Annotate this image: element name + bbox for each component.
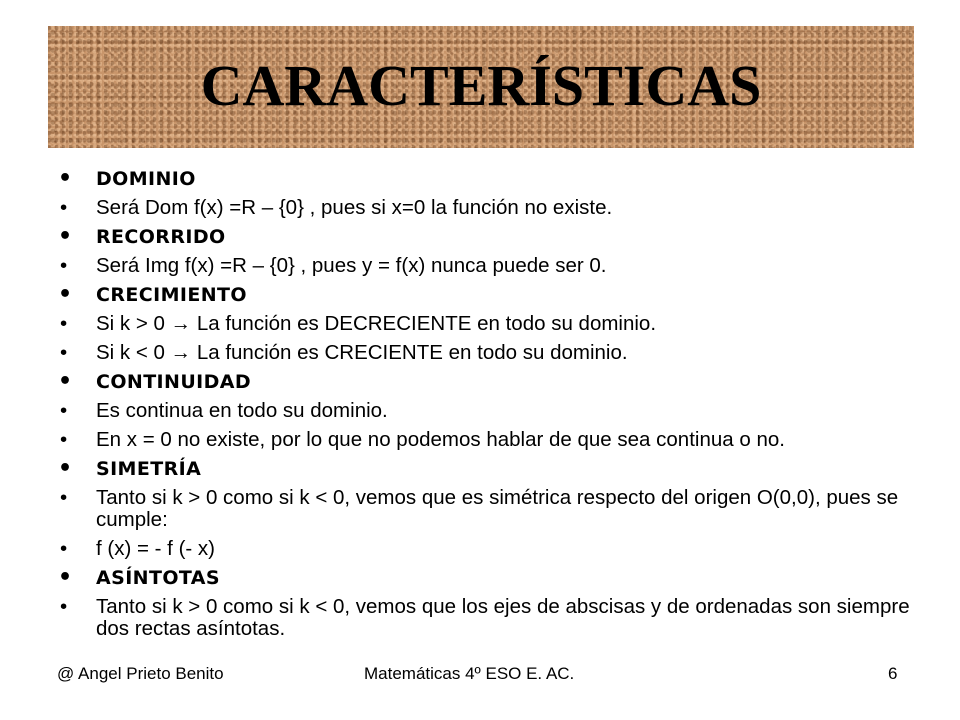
title-banner <box>48 26 914 148</box>
list-item <box>58 255 918 277</box>
section-heading-text: CRECIMIENTO <box>96 284 247 306</box>
list-item-text: Si k < 0 → La función es CRECIENTE en todo su dominio. <box>96 341 628 364</box>
bullet-icon: • <box>60 312 68 335</box>
list-item <box>58 538 918 560</box>
list-item <box>58 197 918 219</box>
bullet-icon: • <box>60 428 68 451</box>
section-heading <box>58 567 918 589</box>
list-item <box>58 596 918 640</box>
list-item-text: f (x) = - f (- x) <box>96 537 215 560</box>
list-item <box>58 313 918 335</box>
bullet-icon: • <box>60 196 68 219</box>
bullet-icon: • <box>58 456 73 481</box>
bullet-list <box>58 168 918 647</box>
section-heading-text: DOMINIO <box>96 168 196 190</box>
bullet-icon: • <box>60 595 68 618</box>
section-heading <box>58 284 918 306</box>
bullet-icon: • <box>58 369 73 394</box>
list-item-text: Si k > 0 → La función es DECRECIENTE en todo su dominio. <box>96 312 657 335</box>
list-item <box>58 342 918 364</box>
footer-page-number: 6 <box>888 664 898 683</box>
footer-course: Matemáticas 4º ESO E. AC. <box>364 664 575 683</box>
bullet-icon: • <box>60 399 68 422</box>
bullet-icon: • <box>60 486 68 509</box>
section-heading <box>58 371 918 393</box>
bullet-icon: • <box>58 565 73 590</box>
list-item-text: Tanto si k > 0 como si k < 0, vemos que es simétrica respecto del origen O(0,0), pues se cumple: <box>96 486 899 531</box>
list-item <box>58 400 918 422</box>
section-heading <box>58 168 918 190</box>
bullet-icon: • <box>60 341 68 364</box>
list-item <box>58 487 918 531</box>
list-item-text: Será Dom f(x) =R – {0} , pues si x=0 la función no existe. <box>96 196 613 219</box>
section-heading-text: SIMETRÍA <box>96 458 202 480</box>
section-heading-text: ASÍNTOTAS <box>96 567 220 589</box>
section-heading <box>58 458 918 480</box>
bullet-icon: • <box>58 224 73 249</box>
list-item <box>58 429 918 451</box>
section-heading <box>58 226 918 248</box>
bullet-icon: • <box>58 166 73 191</box>
bullet-icon: • <box>60 537 68 560</box>
section-heading-text: RECORRIDO <box>96 226 226 248</box>
list-item-text: Tanto si k > 0 como si k < 0, vemos que los ejes de abscisas y de ordenadas son siempre dos rectas asíntotas. <box>96 595 910 640</box>
section-heading-text: CONTINUIDAD <box>96 371 252 393</box>
footer-author: @ Angel Prieto Benito <box>57 664 224 683</box>
bullet-icon: • <box>58 282 73 307</box>
list-item-text: Será Img f(x) =R – {0} , pues y = f(x) nunca puede ser 0. <box>96 254 607 277</box>
list-item-text: En x = 0 no existe, por lo que no podemos hablar de que sea continua o no. <box>96 428 785 451</box>
list-item-text: Es continua en todo su dominio. <box>96 399 388 422</box>
page-title: CARACTERÍSTICAS <box>200 53 762 118</box>
bullet-icon: • <box>60 254 68 277</box>
